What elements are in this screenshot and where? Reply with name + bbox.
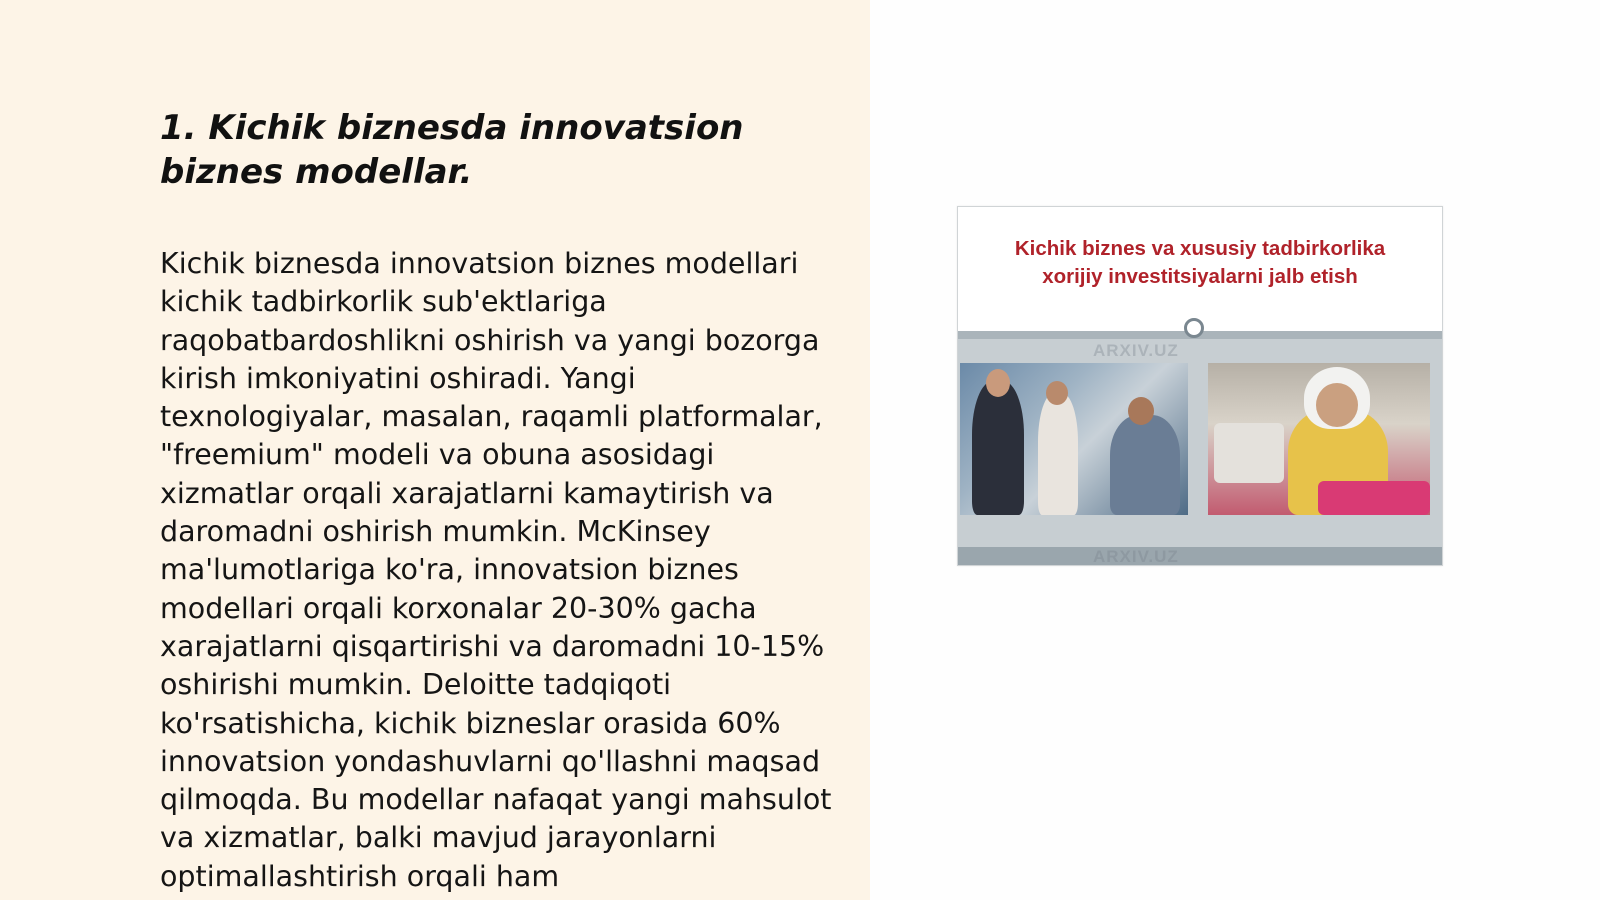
person-figure: [1038, 393, 1078, 515]
image-caption-line-2: xorijiy investitsiyalarni jalb etish: [1042, 265, 1358, 288]
photo-sewing-worker: [1208, 363, 1430, 515]
photo-workshop-visit: [960, 363, 1188, 515]
person-figure: [1128, 397, 1154, 425]
connector-dot: [1184, 318, 1204, 338]
image-caption: [972, 235, 1428, 291]
watermark: ARXIV.UZ: [1093, 341, 1179, 360]
person-figure: [986, 369, 1010, 397]
person-figure: [1316, 383, 1358, 427]
fabric-shape: [1318, 481, 1430, 515]
image-header: [958, 207, 1442, 331]
slide-image: [957, 206, 1443, 566]
image-band-bottom-stripe: [958, 547, 1442, 565]
image-caption-line-1: Kichik biznes va xususiy tadbirkorlika: [1014, 237, 1386, 260]
person-figure: [972, 381, 1024, 515]
sewing-machine-shape: [1214, 423, 1284, 483]
person-figure: [1110, 415, 1180, 515]
person-figure: [1046, 381, 1068, 405]
slide-title: 1. Kichik biznesda innovatsion biznes modellar.: [160, 108, 744, 192]
slide-body-text: Kichik biznesda innovatsion biznes modellari kichik tadbirkorlik sub'ektlariga raqobatbardoshlikni oshirish va yangi bozorga kirish imkoniyatini oshiradi. Yangi texnologiyalar, masalan, raqamli platformalar, "freemium" modeli va obuna asosidagi xizmatlar orqali xarajatlarni kamaytirish va daromadni oshirish mumkin. McKinsey ma'lumotlariga ko'ra, innovatsion biznes modellari orqali korxonalar 20-30% gacha xarajatlarni qisqartirishi va daromadni 10-15% oshirishi mumkin. Deloitte tadqiqoti ko'rsatishicha, kichik bizneslar orasida 60% innovatsion yondashuvlarni qo'llashni maqsad qilmoqda. Bu modellar nafaqat yangi mahsulot va xizmatlar, balki mavjud jarayonlarni optimallashtirish orqali ham: [160, 247, 832, 893]
watermark: ARXIV.UZ: [1093, 547, 1179, 566]
